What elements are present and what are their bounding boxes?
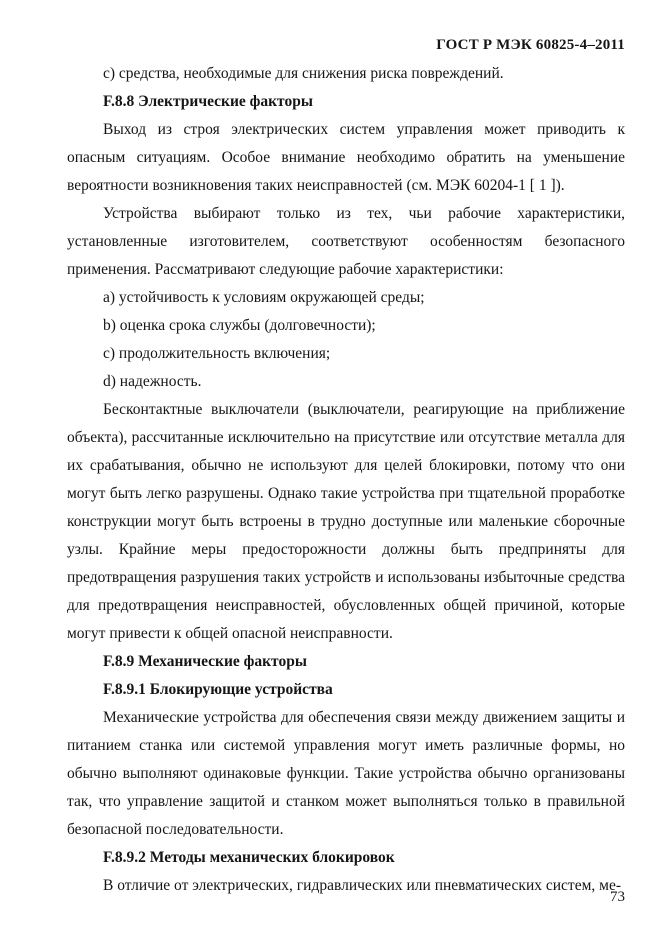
list-item: c) продолжительность включения;	[103, 345, 331, 362]
paragraph: Выход из строя электрических систем управления может приводить к опасным ситуациям. Особое внимание необходимо обратить на уменьшение вероятности возникновения таких неисправностей (см. МЭК 60204-1 [ 1 ]).	[67, 121, 625, 194]
list-item: b) оценка срока службы (долговечности);	[103, 317, 376, 334]
paragraph: Механические устройства для обеспечения связи между движением защиты и питанием станка или системой управления могут иметь различные формы, но обычно выполняют одинаковые функции. Такие устройства обычно организованы так, что управление защитой и станком может выполняться только в правильной безопасной последовательности.	[67, 709, 625, 838]
document-content	[67, 60, 625, 900]
paragraph: В отличие от электрических, гидравлических или пневматических систем, ме-	[103, 877, 621, 894]
section-heading: F.8.9.2 Методы механических блокировок	[103, 849, 395, 866]
list-item: d) надежность.	[103, 373, 202, 390]
section-heading: F.8.8 Электрические факторы	[103, 93, 313, 110]
section-heading: F.8.9 Механические факторы	[103, 653, 307, 670]
list-item: a) устойчивость к условиям окружающей среды;	[103, 289, 425, 306]
page-number: 73	[610, 889, 625, 905]
paragraph: Устройства выбирают только из тех, чьи рабочие характеристики, установленные изготовителем, соответствуют особенностям безопасного применения. Рассматривают следующие рабочие характеристики:	[67, 205, 625, 278]
document-header: ГОСТ Р МЭК 60825-4–2011	[436, 37, 625, 53]
paragraph: Бесконтактные выключатели (выключатели, реагирующие на приближение объекта), рассчитанные исключительно на присутствие или отсутствие металла для их срабатывания, обычно не используют для целей блокировки, потому что они могут быть легко разрушены. Однако такие устройства при тщательной проработке конструкции могут быть встроены в трудно доступные или маленькие сборочные узлы. Крайние меры предосторожности должны быть предприняты для предотвращения разрушения таких устройств и использованы избыточные средства для предотвращения неисправностей, обусловленных общей причиной, которые могут привести к общей опасной неисправности.	[67, 401, 625, 642]
section-heading: F.8.9.1 Блокирующие устройства	[103, 681, 333, 698]
list-item: c) средства, необходимые для снижения риска повреждений.	[103, 65, 504, 82]
